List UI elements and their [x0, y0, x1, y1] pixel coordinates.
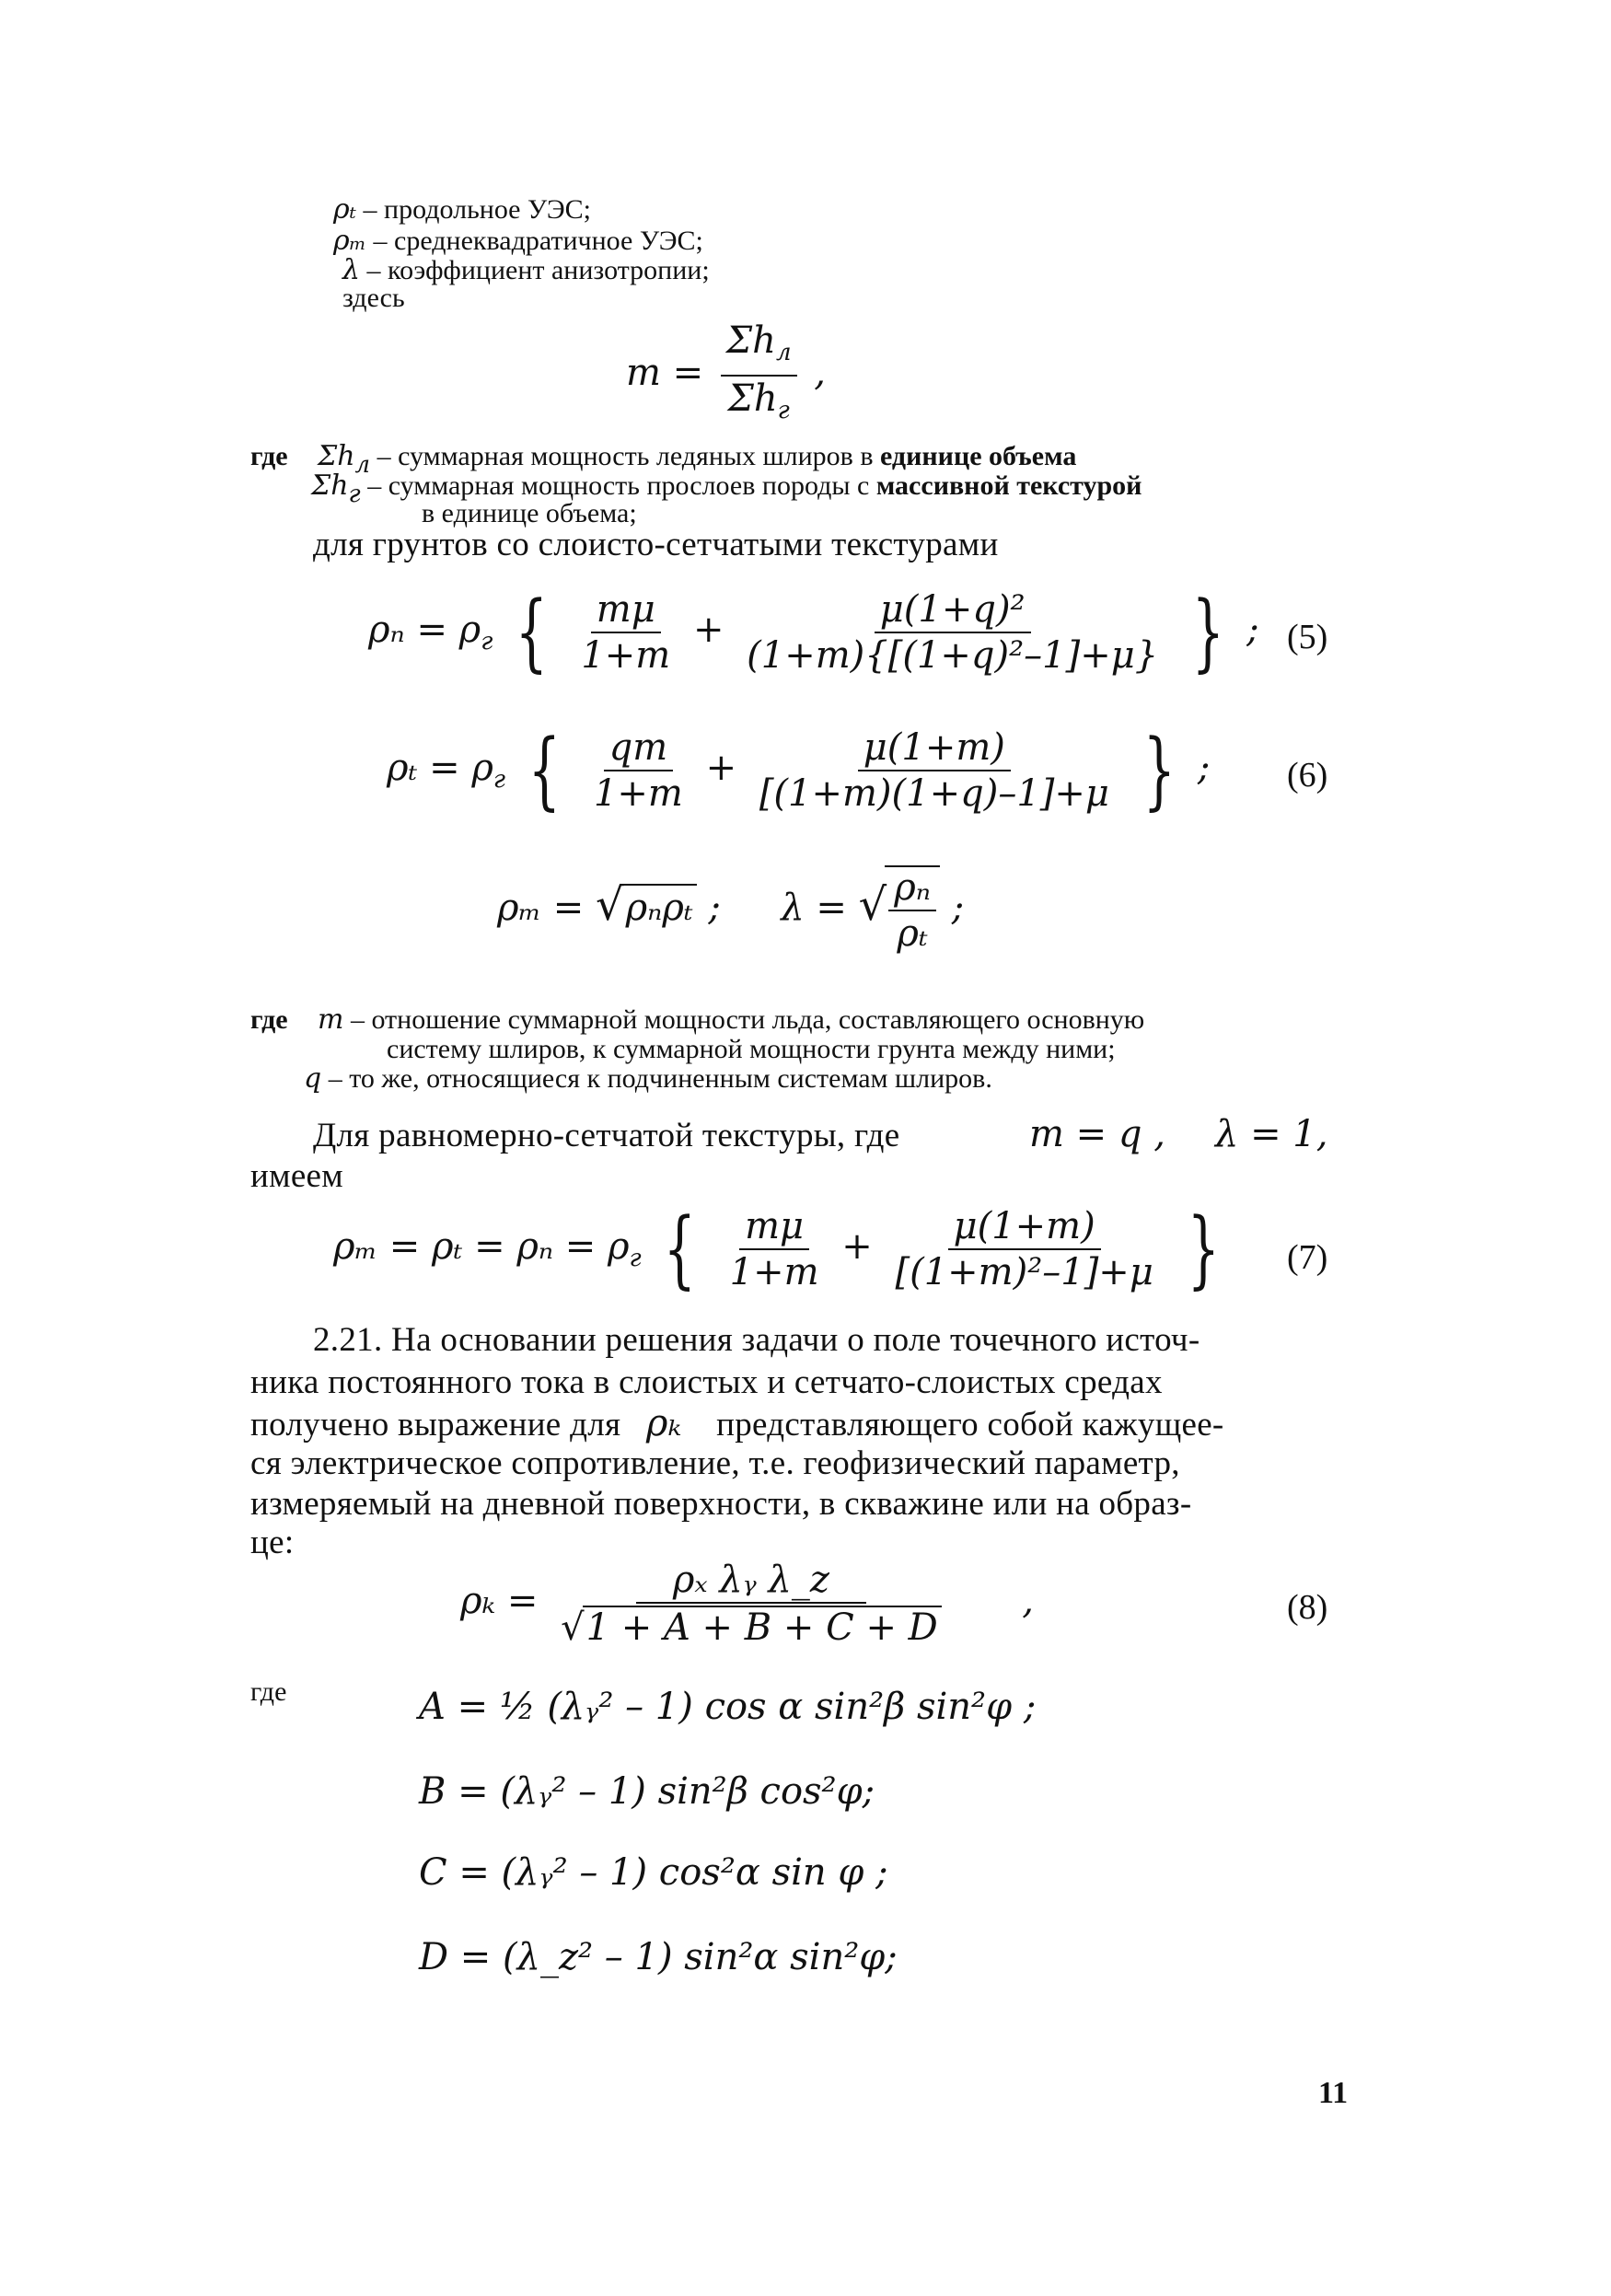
equation-number-5: (5) [1287, 618, 1328, 656]
def-rho-m: ρₘ – среднеквадратичное УЭС; [333, 225, 703, 257]
def-rho-t: ρₜ – продольное УЭС; [333, 193, 591, 226]
equation-7: $\rho_m = \rho_t = \rho_n = \rho_г$ { $\frac{m\mu}{1+m}$ + $\frac{\mu(1+m)}{\text{[(1+m)²–1]+μ}}$ } [333, 1200, 1220, 1298]
symbol: λ [342, 254, 361, 286]
def-lambda: λ – коэффициент анизотропии; [342, 254, 710, 286]
uniform-cond-mq: m = q , [1029, 1113, 1165, 1155]
para-line-1: 2.21. На основании решения задачи о поле точечного источ- [313, 1321, 1200, 1359]
para-line-2: ника постоянного тока в слоистых и сетчато-слоистых средах [250, 1363, 1163, 1401]
equation-6: $\rho_t = \rho_г$ { $\frac{qm}{1+m}$ + $\frac{\mu(1+m)}{[(1+m)(1+q)-1]+\mu}$ } ; [387, 721, 1211, 819]
formula-d: D = (λ_z² – 1) sin²α sin²φ; [419, 1936, 898, 1978]
para-line-4: ся электрическое сопротивление, т.е. геофизический параметр, [250, 1444, 1180, 1482]
def-sum-ice: Σhл – суммарная мощность ледяных шлиров в единице объема [318, 440, 1077, 479]
formula-a: A = ½ (λᵧ² – 1) cos α sin²β sin²φ ; [419, 1686, 1037, 1728]
equation-5: $\rho_n = \rho_г$ { $\frac{m\mu}{1+m}$ + $\frac{\text{μ(1+q)²}}{\text{(1+m)\{[(1+q)²–1]+μ\}}}$ } ; [368, 583, 1259, 681]
def-m-cont: систему шлиров, к суммарной мощности грунта между ними; [387, 1034, 1116, 1064]
equation-rho-m-lambda: ρₘ = √ρₙρₜ ; λ = √ $\frac{\text{ρₙ}}{\text{ρₜ}}$ ; [497, 866, 965, 955]
def-sum-rock: Σhг – суммарная мощность прослоев породы с массивной текстурой [311, 470, 1142, 508]
def-sum-rock-cont: в единице объема; [422, 498, 637, 528]
uniform-text: Для равномерно-сетчатой текстуры, где [313, 1117, 900, 1154]
symbol: ρₘ [333, 225, 367, 257]
here-word: здесь [342, 283, 405, 313]
layered-intro: для грунтов со слоисто-сетчатыми текстурами [313, 526, 999, 563]
symbol: ρₜ [333, 193, 357, 226]
m-formula: m = $\frac{\Sigma h_л}{\Sigma h_г}$ , [626, 319, 826, 424]
def-q: q – то же, относящиеся к подчиненным системам шлиров. [304, 1062, 992, 1095]
where-label-1: где [250, 441, 288, 471]
where-label-3: где [250, 1676, 287, 1707]
equation-8: ρₖ = $\frac{\text{ρₓ λᵧ λ\_z}}{√1 + A + B + C + D}$ , [460, 1559, 1034, 1649]
equation-number-7: (7) [1287, 1238, 1328, 1277]
formula-c: C = (λᵧ² – 1) cos²α sin φ ; [419, 1851, 888, 1894]
para-line-3: получено выражение для ρₖ представляющего собой кажущее- [250, 1402, 1224, 1444]
para-line-5: измеряемый на дневной поверхности, в скважине или на образ- [250, 1485, 1192, 1523]
where-label-2: где [250, 1004, 288, 1035]
equation-number-8: (8) [1287, 1588, 1328, 1627]
def-m: m – отношение суммарной мощности льда, составляющего основную [318, 1003, 1145, 1036]
page-number: 11 [1318, 2076, 1349, 2110]
equation-number-6: (6) [1287, 756, 1328, 794]
para-line-6: це: [250, 1524, 295, 1561]
uniform-cond-lambda: λ = 1, [1215, 1113, 1328, 1155]
formula-b: B = (λᵧ² – 1) sin²β cos²φ; [419, 1770, 875, 1813]
uniform-line2: имеем [250, 1157, 343, 1195]
